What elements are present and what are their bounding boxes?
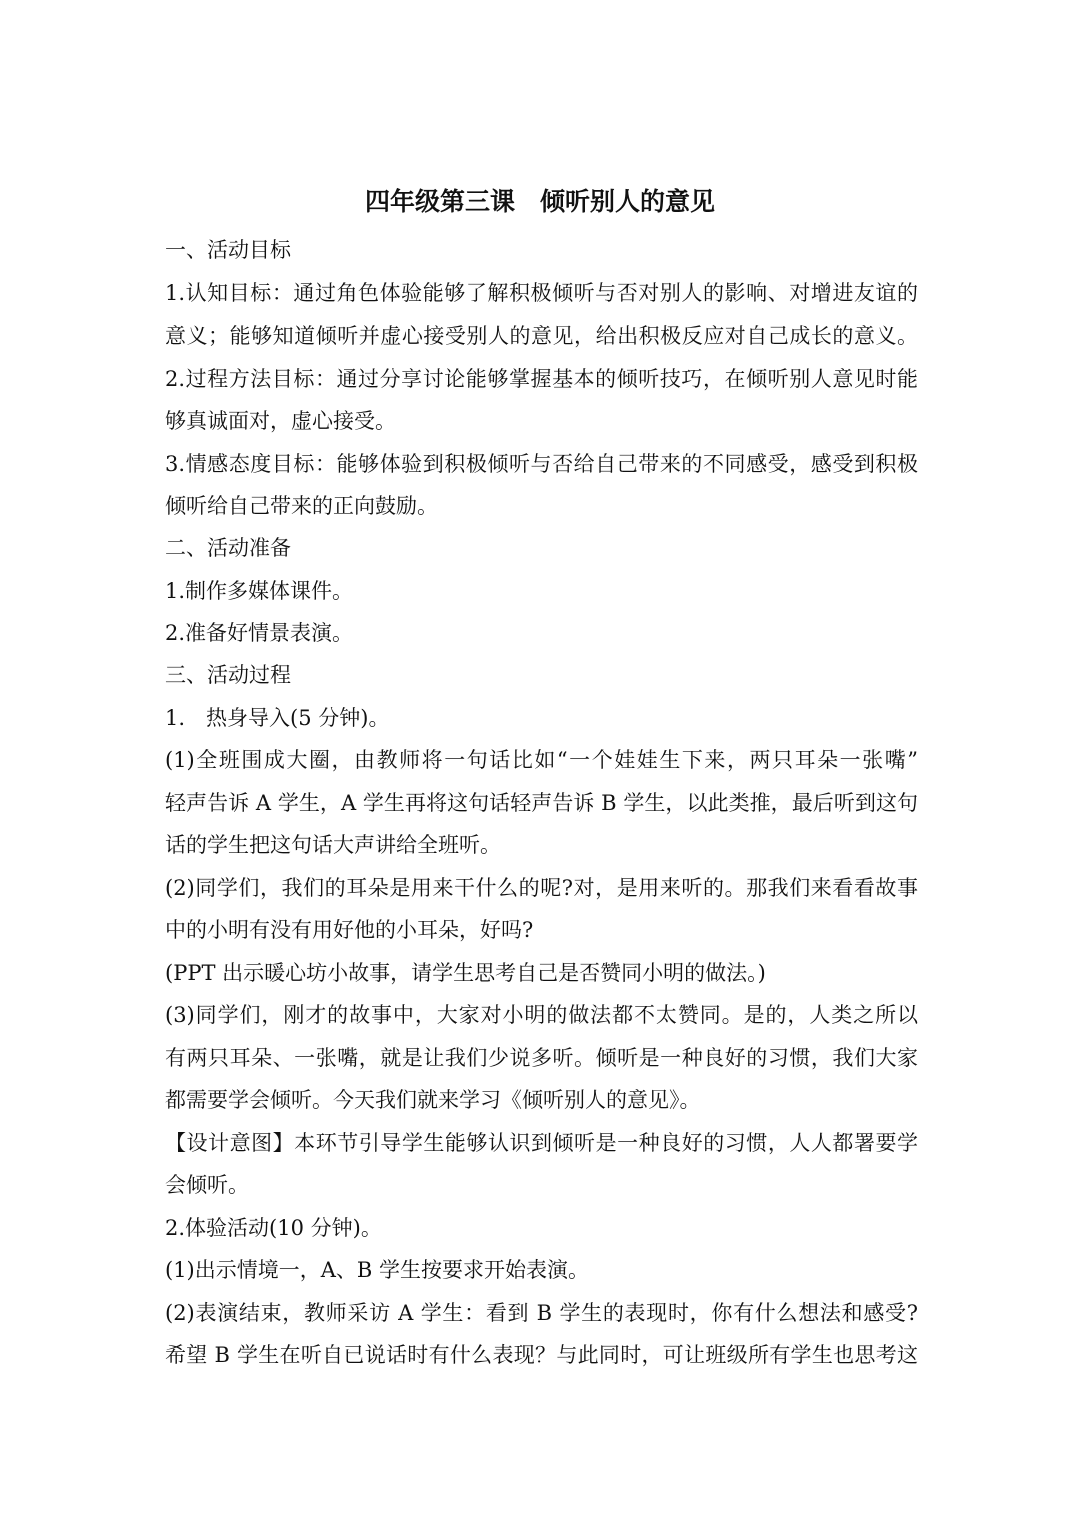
paragraph-line: 倾听给自己带来的正向鼓励。: [165, 494, 438, 518]
section-heading-goals: 一、活动目标: [165, 238, 291, 262]
paragraph-line: 轻声告诉 A 学生，A 学生再将这句话轻声告诉 B 学生，以此类推，最后听到这句: [165, 791, 918, 815]
paragraph-line: 够真诚面对，虚心接受。: [165, 409, 396, 433]
paragraph-line: 1.制作多媒体课件。: [165, 579, 354, 603]
paragraph-line: 有两只耳朵、一张嘴，就是让我们少说多听。倾听是一种良好的习惯，我们大家: [165, 1046, 918, 1070]
paragraph-line: (PPT 出示暖心坊小故事，请学生思考自己是否赞同小明的做法。): [165, 961, 766, 985]
paragraph-line: (1)出示情境一，A、B 学生按要求开始表演。: [165, 1258, 590, 1282]
paragraph-line: 中的小明有没有用好他的小耳朵，好吗?: [165, 918, 534, 942]
paragraph-line: 1. 热身导入(5 分钟)。: [165, 706, 390, 730]
paragraph-line: 3.情感态度目标：能够体验到积极倾听与否给自己带来的不同感受，感受到积极: [165, 452, 918, 476]
paragraph-line: (1)全班围成大圈，由教师将一句话比如“一个娃娃生下来，两只耳朵一张嘴”: [165, 748, 918, 772]
paragraph-line: 2.准备好情景表演。: [165, 621, 354, 645]
paragraph-line: (2)同学们，我们的耳朵是用来干什么的呢?对，是用来听的。那我们来看看故事: [165, 876, 918, 900]
section-heading-preparation: 二、活动准备: [165, 536, 291, 560]
section-heading-process: 三、活动过程: [165, 663, 291, 687]
paragraph-line: 2.体验活动(10 分钟)。: [165, 1216, 382, 1240]
paragraph-line: (2)表演结束，教师采访 A 学生：看到 B 学生的表现时，你有什么想法和感受?: [165, 1301, 918, 1325]
paragraph-line: 1.认知目标：通过角色体验能够了解积极倾听与否对别人的影响、对增进友谊的: [165, 281, 918, 305]
paragraph-line: (3)同学们，刚才的故事中，大家对小明的做法都不太赞同。是的，人类之所以: [165, 1003, 918, 1027]
paragraph-line: 话的学生把这句话大声讲给全班听。: [165, 833, 501, 857]
page-title: 四年级第三课 倾听别人的意见: [364, 187, 715, 216]
paragraph-line: 都需要学会倾听。今天我们就来学习《倾听别人的意见》。: [165, 1088, 701, 1112]
paragraph-line: 2.过程方法目标：通过分享讨论能够掌握基本的倾听技巧，在倾听别人意见时能: [165, 367, 918, 391]
paragraph-line: 意义；能够知道倾听并虚心接受别人的意见，给出积极反应对自己成长的意义。: [165, 324, 918, 348]
paragraph-line: 希望 B 学生在听自已说话时有什么表现？与此同时，可让班级所有学生也思考这: [165, 1343, 918, 1367]
paragraph-line: 会倾听。: [165, 1173, 249, 1197]
design-intent-line: 【设计意图】本环节引导学生能够认识到倾听是一种良好的习惯，人人都署要学: [165, 1131, 918, 1155]
